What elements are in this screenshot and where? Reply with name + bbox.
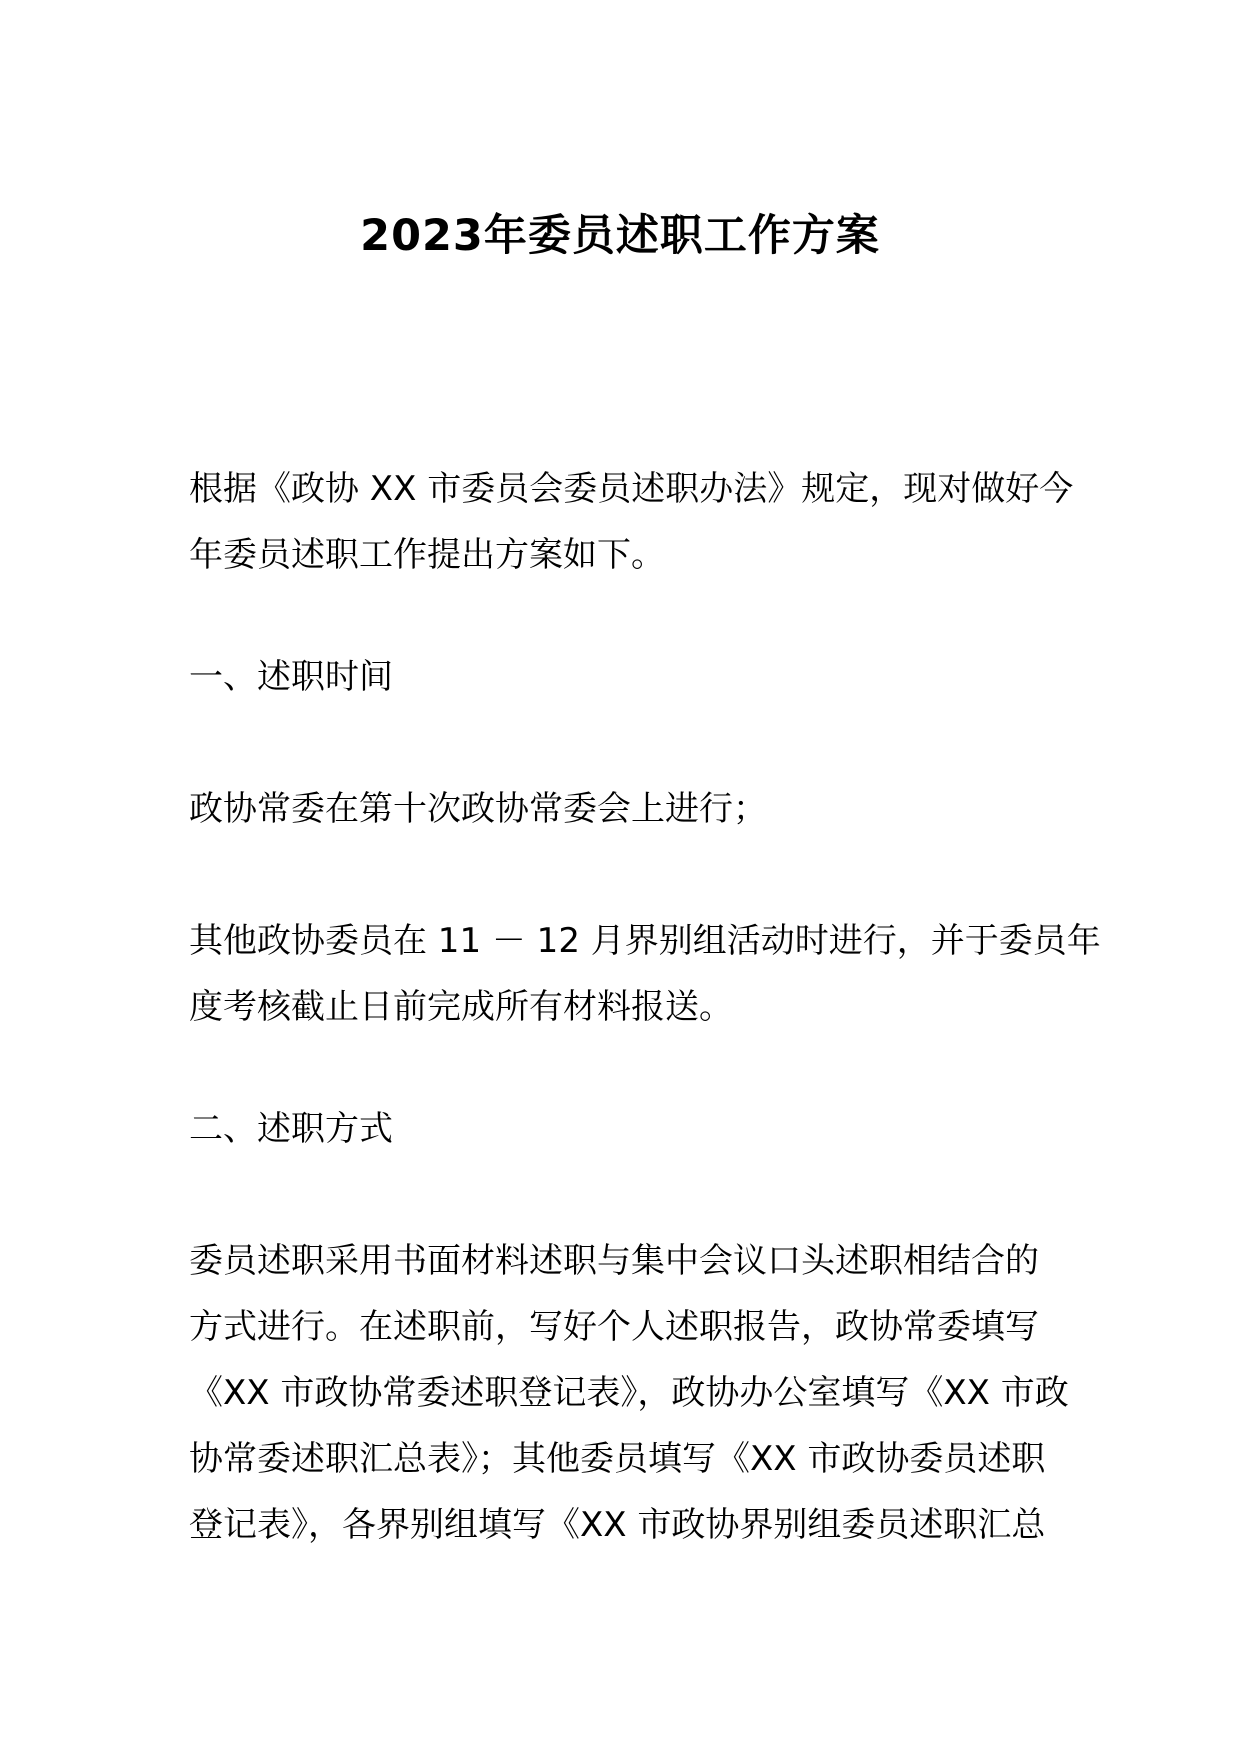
paragraph-line: 委员述职采用书面材料述职与集中会议口头述职相结合的 xyxy=(189,1241,1039,1281)
section-heading: 二、述职方式 xyxy=(189,1109,393,1149)
intro-paragraph xyxy=(189,456,1074,588)
paragraph-standing-committee xyxy=(189,776,1059,842)
paragraph-line: 其他政协委员在 11 － 12 月界别组活动时进行，并于委员年 xyxy=(189,921,1101,961)
paragraph-line: 度考核截止日前完成所有材料报送。 xyxy=(189,987,733,1027)
section-heading: 一、述职时间 xyxy=(189,657,393,697)
intro-line: 根据《政协 XX 市委员会委员述职办法》规定，现对做好今 xyxy=(189,469,1074,509)
paragraph-line: 登记表》，各界别组填写《XX 市政协界别组委员述职汇总 xyxy=(189,1505,1046,1545)
paragraph-line: 方式进行。在述职前，写好个人述职报告，政协常委填写 xyxy=(189,1307,1039,1347)
paragraph-line: 协常委述职汇总表》；其他委员填写《XX 市政协委员述职 xyxy=(189,1439,1046,1479)
paragraph-method xyxy=(189,1228,1069,1558)
paragraph-other-members xyxy=(189,908,1101,1040)
section-heading-time xyxy=(189,644,1059,710)
intro-line: 年委员述职工作提出方案如下。 xyxy=(189,535,665,575)
paragraph-line: 政协常委在第十次政协常委会上进行； xyxy=(189,789,767,829)
section-heading-method xyxy=(189,1096,1059,1162)
document-title: 2023年委员述职工作方案 xyxy=(360,211,880,261)
paragraph-line: 《XX 市政协常委述职登记表》，政协办公室填写《XX 市政 xyxy=(189,1373,1069,1413)
